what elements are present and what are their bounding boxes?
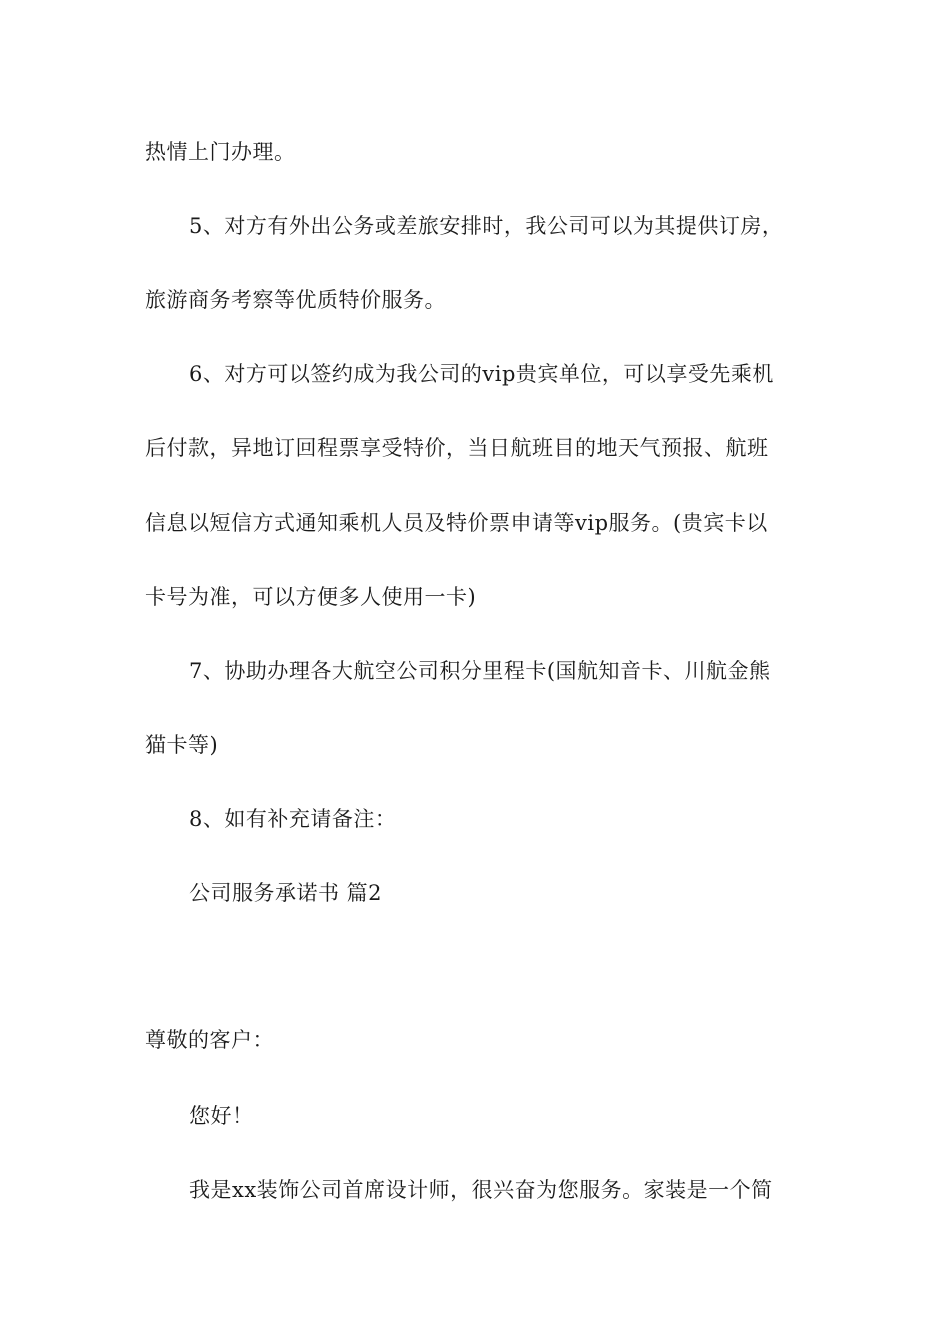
paragraph-line: 信息以短信方式通知乘机人员及特价票申请等vip服务。(贵宾卡以 <box>145 511 768 535</box>
paragraph-line: 热情上门办理。 <box>145 140 296 164</box>
paragraph-line: 我是xx装饰公司首席设计师，很兴奋为您服务。家装是一个简 <box>189 1178 773 1202</box>
section-heading: 公司服务承诺书 篇2 <box>189 881 383 905</box>
paragraph-line: 卡号为准，可以方便多人使用一卡) <box>145 585 477 609</box>
paragraph-line: 猫卡等) <box>145 733 219 757</box>
paragraph-line: 5、对方有外出公务或差旅安排时，我公司可以为其提供订房， <box>189 214 784 238</box>
paragraph-line: 后付款，异地订回程票享受特价，当日航班目的地天气预报、航班 <box>145 436 769 460</box>
salutation: 尊敬的客户： <box>145 1028 274 1052</box>
paragraph-line: 6、对方可以签约成为我公司的vip贵宾单位，可以享受先乘机 <box>189 362 774 386</box>
paragraph-line: 8、如有补充请备注： <box>189 807 397 831</box>
paragraph-line: 7、协助办理各大航空公司积分里程卡(国航知音卡、川航金熊 <box>189 659 771 683</box>
greeting: 您好！ <box>189 1104 254 1128</box>
paragraph-line: 旅游商务考察等优质特价服务。 <box>145 288 446 312</box>
